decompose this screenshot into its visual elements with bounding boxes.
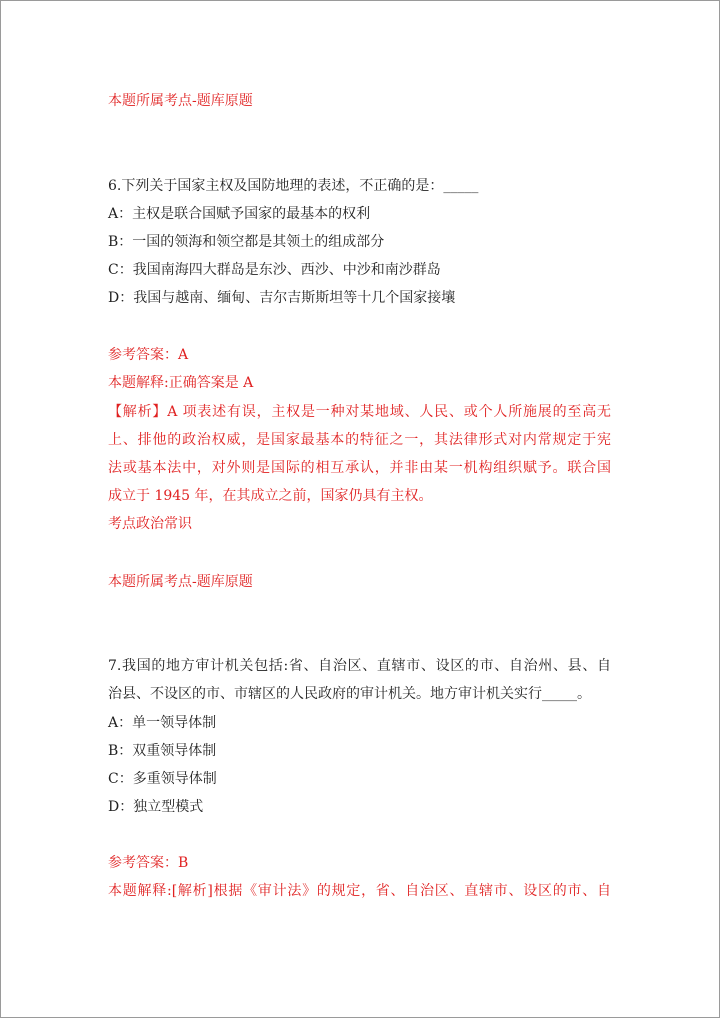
question-7-option-c: C：多重领导体制 [108,771,217,787]
question-7-option-d: D：独立型模式 [108,799,204,815]
question-7-explanation-head: 本题解释:[解析]根据《审计法》的规定，省、自治区、直辖市、设区的市、自 [108,883,611,899]
question-6-option-d: D：我国与越南、缅甸、吉尔吉斯斯坦等十几个国家接壤 [108,290,456,306]
question-6-option-c: C：我国南海四大群岛是东沙、西沙、中沙和南沙群岛 [108,262,441,278]
question-6-explanation-head: 本题解释:正确答案是 A [108,375,254,391]
question-6-analysis-line: 成立于 1945 年，在其成立之前，国家仍具有主权。 [108,488,433,504]
source-note: 本题所属考点-题库原题 [108,93,253,109]
question-6-topic: 考点政治常识 [108,516,192,532]
question-6-option-b: B：一国的领海和领空都是其领土的组成部分 [108,234,385,250]
source-note: 本题所属考点-题库原题 [108,574,253,590]
question-7-answer: 参考答案：B [108,855,189,871]
question-6-stem: 6.下列关于国家主权及国防地理的表述，不正确的是：_____ [108,178,479,194]
question-6-analysis-line: 上、排他的政治权威，是国家最基本的特征之一，其法律形式对内常规定于宪 [108,432,611,448]
question-7-stem-line: 治县、不设区的市、市辖区的人民政府的审计机关。地方审计机关实行_____。 [108,686,591,702]
question-6-analysis-line: 法或基本法中，对外则是国际的相互承认，并非由某一机构组织赋予。联合国 [108,460,611,476]
question-7-stem-line: 7.我国的地方审计机关包括:省、自治区、直辖市、设区的市、自治州、县、自 [108,658,611,674]
question-6-option-a: A：主权是联合国赋予国家的最基本的权利 [108,206,371,222]
question-7-option-b: B：双重领导体制 [108,743,217,759]
question-7-option-a: A：单一领导体制 [108,715,217,731]
question-6-answer: 参考答案：A [108,347,189,363]
question-6-analysis-line: 【解析】A 项表述有误，主权是一种对某地域、人民、或个人所施展的至高无 [108,404,611,420]
